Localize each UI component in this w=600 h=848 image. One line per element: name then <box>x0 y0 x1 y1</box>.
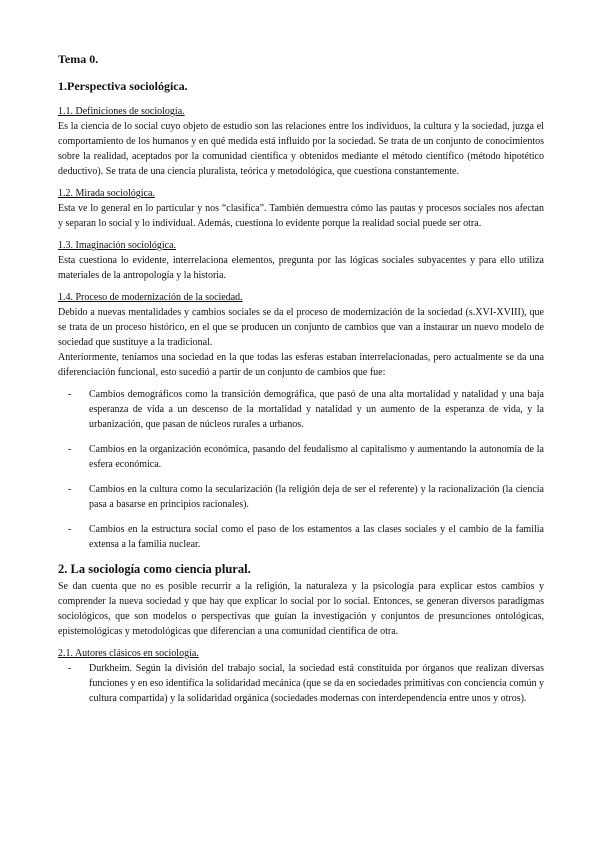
subsection-1-2-heading: 1.2. Mirada sociológica. <box>58 188 155 199</box>
subsection-1-3-text: Esta cuestiona lo evidente, interrelaciona elementos, pregunta por las lógicas sociales subyacentes y para ello utiliza materiales de la antropología y la historia. <box>58 255 544 281</box>
bullet-dash: - <box>68 663 72 674</box>
changes-list <box>58 387 544 552</box>
section-2-text: Se dan cuenta que no es posible recurrir a la religión, la naturaleza y la psicología para explicar estos cambios y comprender la nueva sociedad y que hay que explicar lo social por lo social. Entonces, se generan diversos paradigmas sociológicos, que son modelos o perspectivas que guían la investigación y conjuntos de presunciones ontológicas, epistemológicas y metodológicas que diferencian a una comunidad científica de otra. <box>58 581 544 637</box>
list-item <box>58 442 544 472</box>
list-item-text: Cambios en la cultura como la secularización (la religión deja de ser el referente) y la racionalización (la ciencia pasa a basarse en principios racionales). <box>89 484 544 510</box>
section-1-heading: 1.Perspectiva sociológica. <box>58 79 188 93</box>
bullet-dash: - <box>68 484 72 495</box>
list-item-text: Cambios en la organización económica, pasando del feudalismo al capitalismo y aumentando la autonomía de la esfera económica. <box>89 444 544 470</box>
subsection-1-1-heading: 1.1. Definiciones de sociología. <box>58 106 185 117</box>
list-item <box>58 387 544 432</box>
bullet-dash: - <box>68 444 72 455</box>
document-page <box>58 52 544 710</box>
section-2-heading: 2. La sociología como ciencia plural. <box>58 562 251 576</box>
subsection-1-4-text-1: Debido a nuevas mentalidades y cambios sociales se da el proceso de modernización de la sociedad (s.XVI-XVIII), que se trata de un proceso histórico, en el que se producen un conjunto de cambios que van a instaurar un nuevo modelo de sociedad que sustituye a la tradicional. <box>58 307 544 348</box>
document-title: Tema 0. <box>58 52 99 66</box>
list-item <box>58 482 544 512</box>
subsection-1-4-heading: 1.4. Proceso de modernización de la sociedad. <box>58 292 243 303</box>
bullet-dash: - <box>68 524 72 535</box>
bullet-dash: - <box>68 389 72 400</box>
list-item-text: Durkheim. Según la división del trabajo social, la sociedad está constituida por órganos que realizan diversas funciones y en eso identifica la solidaridad mecánica (que se da en sociedades primitivas con conciencia común y cultura compartida) y la solidaridad orgánica (sociedades modernas con interdependencia entre unos y otros). <box>89 663 544 704</box>
subsection-1-3-heading: 1.3. Imaginación sociológica. <box>58 240 177 251</box>
list-item-text: Cambios en la estructura social como el paso de los estamentos a las clases sociales y el cambio de la familia extensa a la familia nuclear. <box>89 524 544 550</box>
subsection-1-1-text: Es la ciencia de lo social cuyo objeto de estudio son las relaciones entre los individuos, la cultura y la sociedad, juzga el comportamiento de los humanos y en qué medida está influido por la sociedad. Se trata de un conjunto de conocimientos sobre la realidad, aceptados por la comunidad científica y obtenidos mediante el método científico (método hipotético deductivo). Se trata de una ciencia pluralista, teórica y metodológica, que cuestiona constantemente. <box>58 121 544 177</box>
subsection-1-2-text: Esta ve lo general en lo particular y nos “clasifica”. También demuestra cómo las pautas y procesos sociales nos afectan y separan lo social y lo individual. Además, cuestiona lo evidente porque la realidad social puede ser otra. <box>58 203 544 229</box>
list-item-text: Cambios demográficos como la transición demográfica, que pasó de una alta mortalidad y natalidad y una baja esperanza de vida a un descenso de la mortalidad y natalidad y un aumento de la esperanza de vida, y la urbanización, que pasan de núcleos rurales a urbanos. <box>89 389 544 430</box>
subsection-2-1-heading: 2.1. Autores clásicos en sociología. <box>58 648 199 659</box>
list-item <box>58 661 544 706</box>
list-item <box>58 522 544 552</box>
authors-list <box>58 661 544 706</box>
subsection-1-4-text-2: Anteriormente, teníamos una sociedad en la que todas las esferas estaban interrelacionadas, pero actualmente se da una diferenciación funcional, esto sucedió a partir de un conjunto de cambios que fue: <box>58 352 544 378</box>
